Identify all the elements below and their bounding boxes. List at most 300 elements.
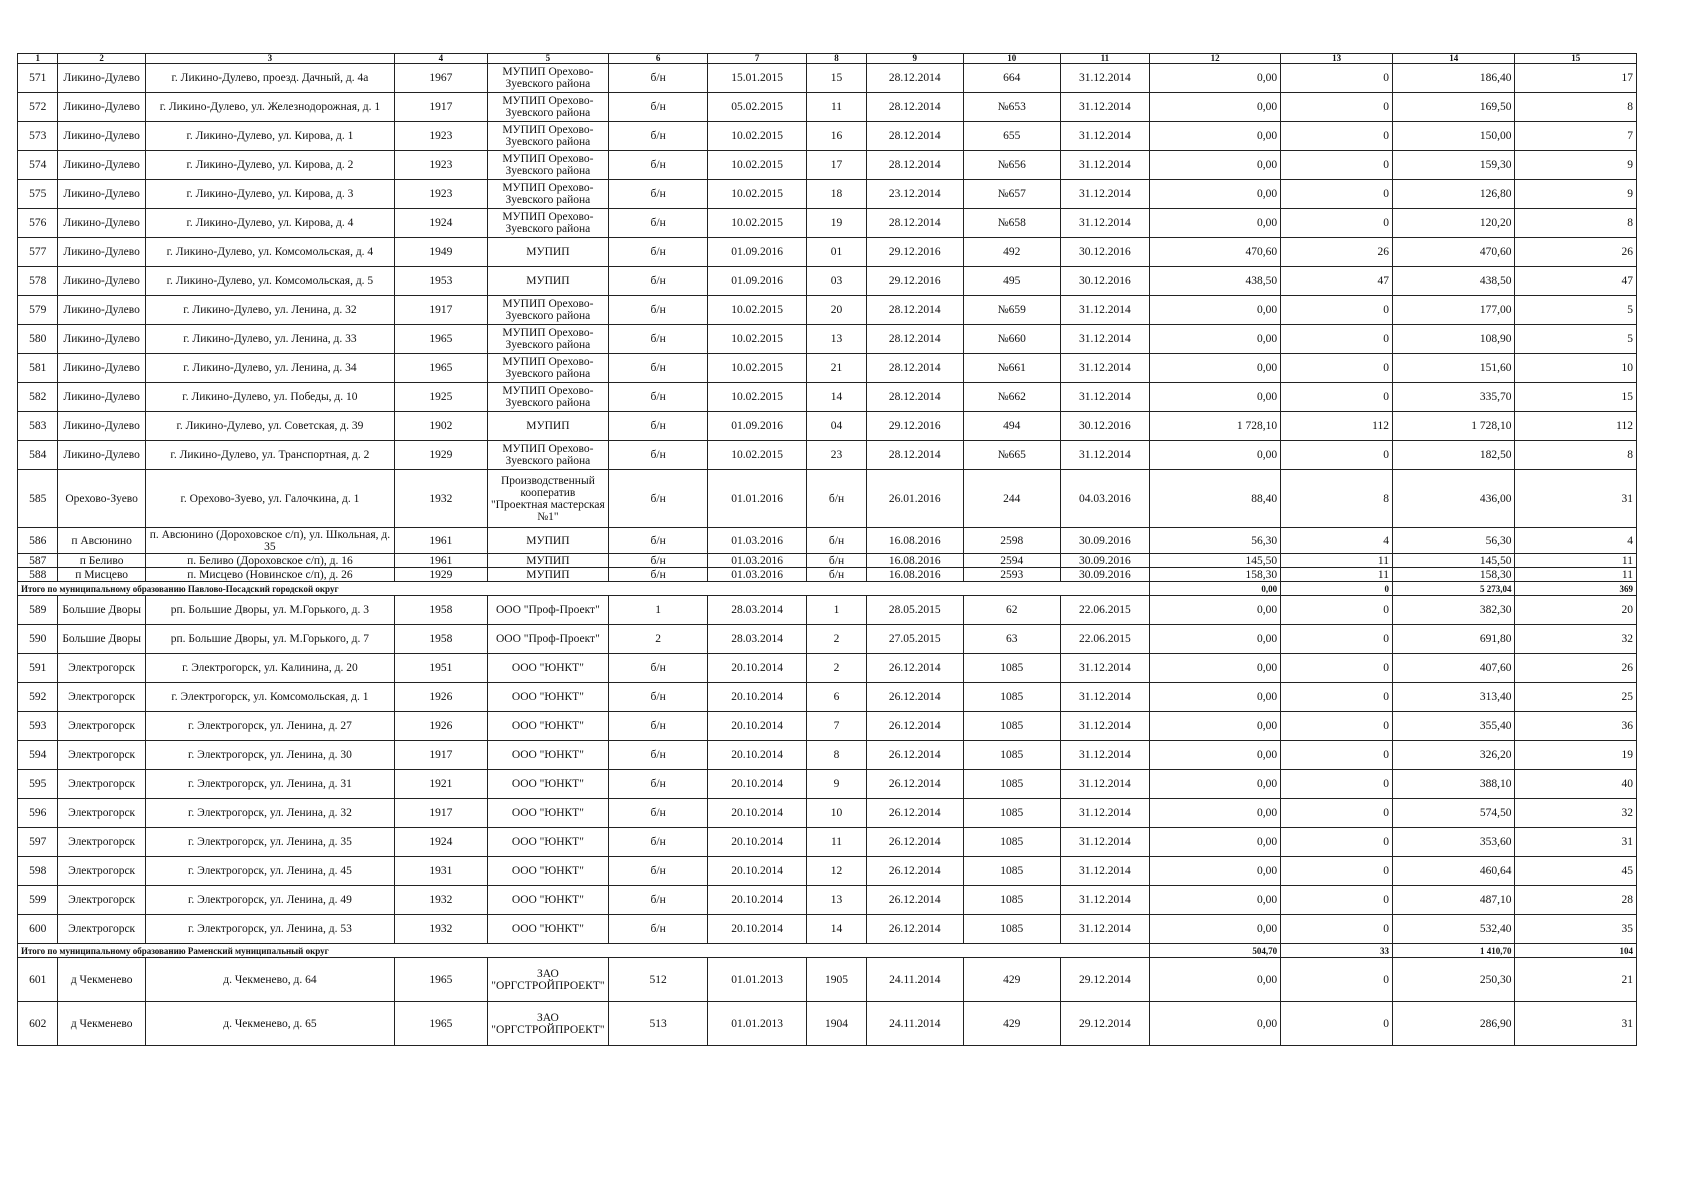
table-cell-col9: 26.12.2014 xyxy=(866,654,963,683)
table-cell-col14: 158,30 xyxy=(1392,568,1514,582)
table-cell-col6: 512 xyxy=(609,958,708,1002)
table-cell-col9: 29.12.2016 xyxy=(866,238,963,267)
table-cell-col15: 8 xyxy=(1515,93,1637,122)
table-cell-col11: 29.12.2014 xyxy=(1060,1002,1149,1046)
table-cell-col2: д Чекменево xyxy=(58,1002,145,1046)
table-cell-col15: 4 xyxy=(1515,528,1637,554)
table-cell-col7: 01.01.2013 xyxy=(708,1002,807,1046)
table-cell-col13: 0 xyxy=(1281,151,1393,180)
table-cell-col4: 1965 xyxy=(395,354,488,383)
table-cell-col14: 407,60 xyxy=(1392,654,1514,683)
table-cell-col2: Ликино-Дулево xyxy=(58,325,145,354)
table-cell-col8: 12 xyxy=(807,857,867,886)
table-cell-col6: б/н xyxy=(609,799,708,828)
table-cell-col13: 0 xyxy=(1281,122,1393,151)
table-cell-col9: 27.05.2015 xyxy=(866,625,963,654)
table-cell-col15: 11 xyxy=(1515,554,1637,568)
table-cell-col14: 335,70 xyxy=(1392,383,1514,412)
table-cell-col3: г. Ликино-Дулево, ул. Железнодорожная, д. 1 xyxy=(145,93,394,122)
table-cell-col8: 20 xyxy=(807,296,867,325)
table-cell-col10: 2593 xyxy=(963,568,1060,582)
table-cell-col12: 0,00 xyxy=(1150,1002,1281,1046)
table-cell-col15: 9 xyxy=(1515,180,1637,209)
table-cell-col13: 0 xyxy=(1281,741,1393,770)
table-cell-col14: 120,20 xyxy=(1392,209,1514,238)
table-cell-col5: МУПИП Орехово-Зуевского района xyxy=(487,296,608,325)
table-cell-col6: б/н xyxy=(609,770,708,799)
table-cell-col15: 45 xyxy=(1515,857,1637,886)
table-cell-col4: 1961 xyxy=(395,528,488,554)
table-cell-col9: 26.12.2014 xyxy=(866,915,963,944)
table-cell-col10: 655 xyxy=(963,122,1060,151)
table-cell-col6: б/н xyxy=(609,857,708,886)
table-cell-col12: 0,00 xyxy=(1150,625,1281,654)
table-cell-col1: 571 xyxy=(18,64,58,93)
table-cell-col7: 20.10.2014 xyxy=(708,915,807,944)
table-cell-col15: 10 xyxy=(1515,354,1637,383)
table-cell-col2: Электрогорск xyxy=(58,770,145,799)
table-cell-col6: б/н xyxy=(609,441,708,470)
table-cell-col11: 31.12.2014 xyxy=(1060,209,1149,238)
table-cell-col10: 1085 xyxy=(963,770,1060,799)
table-cell-col7: 01.09.2016 xyxy=(708,238,807,267)
table-cell-col2: Ликино-Дулево xyxy=(58,93,145,122)
table-row xyxy=(18,528,1637,554)
table-cell-col15: 31 xyxy=(1515,828,1637,857)
table-cell-col3: п. Беливо (Дороховское с/п), д. 16 xyxy=(145,554,394,568)
table-cell-col11: 31.12.2014 xyxy=(1060,741,1149,770)
table-cell-col14: 186,40 xyxy=(1392,64,1514,93)
table-cell-col15: 5 xyxy=(1515,296,1637,325)
table-row xyxy=(18,209,1637,238)
subtotal-cell-col13: 0 xyxy=(1281,582,1393,596)
table-cell-col6: б/н xyxy=(609,122,708,151)
table-cell-col13: 8 xyxy=(1281,470,1393,528)
table-cell-col4: 1949 xyxy=(395,238,488,267)
table-cell-col15: 9 xyxy=(1515,151,1637,180)
table-cell-col5: ООО "Проф-Проект" xyxy=(487,596,608,625)
table-cell-col6: б/н xyxy=(609,828,708,857)
table-cell-col10: 1085 xyxy=(963,799,1060,828)
table-cell-col11: 22.06.2015 xyxy=(1060,596,1149,625)
table-cell-col12: 0,00 xyxy=(1150,596,1281,625)
column-header-3: 3 xyxy=(145,54,394,64)
table-cell-col10: 429 xyxy=(963,1002,1060,1046)
table-cell-col1: 587 xyxy=(18,554,58,568)
table-cell-col4: 1926 xyxy=(395,712,488,741)
table-cell-col8: 11 xyxy=(807,93,867,122)
table-cell-col10: 63 xyxy=(963,625,1060,654)
table-cell-col4: 1923 xyxy=(395,122,488,151)
table-cell-col2: Ликино-Дулево xyxy=(58,151,145,180)
subtotal-cell-col15: 369 xyxy=(1515,582,1637,596)
table-cell-col4: 1932 xyxy=(395,470,488,528)
table-cell-col5: ООО "ЮНКТ" xyxy=(487,654,608,683)
table-cell-col4: 1902 xyxy=(395,412,488,441)
table-cell-col5: МУПИП xyxy=(487,412,608,441)
table-cell-col5: МУПИП Орехово-Зуевского района xyxy=(487,151,608,180)
table-cell-col5: МУПИП Орехово-Зуевского района xyxy=(487,325,608,354)
table-cell-col15: 32 xyxy=(1515,799,1637,828)
table-cell-col15: 11 xyxy=(1515,568,1637,582)
table-cell-col8: 17 xyxy=(807,151,867,180)
table-cell-col13: 0 xyxy=(1281,625,1393,654)
table-cell-col13: 0 xyxy=(1281,654,1393,683)
table-cell-col3: г. Ликино-Дулево, ул. Советская, д. 39 xyxy=(145,412,394,441)
table-cell-col2: Ликино-Дулево xyxy=(58,441,145,470)
table-cell-col13: 0 xyxy=(1281,596,1393,625)
table-cell-col13: 0 xyxy=(1281,1002,1393,1046)
table-cell-col4: 1932 xyxy=(395,915,488,944)
table-cell-col6: б/н xyxy=(609,209,708,238)
table-cell-col7: 20.10.2014 xyxy=(708,828,807,857)
table-cell-col7: 01.03.2016 xyxy=(708,568,807,582)
table-cell-col14: 169,50 xyxy=(1392,93,1514,122)
table-cell-col4: 1961 xyxy=(395,554,488,568)
table-cell-col6: б/н xyxy=(609,741,708,770)
table-cell-col13: 0 xyxy=(1281,296,1393,325)
table-cell-col15: 32 xyxy=(1515,625,1637,654)
subtotal-cell-col13: 33 xyxy=(1281,944,1393,958)
table-cell-col6: б/н xyxy=(609,712,708,741)
table-cell-col6: б/н xyxy=(609,238,708,267)
table-cell-col14: 56,30 xyxy=(1392,528,1514,554)
table-cell-col11: 30.09.2016 xyxy=(1060,528,1149,554)
table-cell-col7: 20.10.2014 xyxy=(708,799,807,828)
table-cell-col13: 0 xyxy=(1281,354,1393,383)
table-cell-col9: 23.12.2014 xyxy=(866,180,963,209)
table-cell-col5: МУПИП xyxy=(487,568,608,582)
table-cell-col1: 594 xyxy=(18,741,58,770)
table-cell-col10: 2594 xyxy=(963,554,1060,568)
table-cell-col13: 4 xyxy=(1281,528,1393,554)
table-cell-col3: г. Ликино-Дулево, ул. Кирова, д. 2 xyxy=(145,151,394,180)
table-cell-col1: 586 xyxy=(18,528,58,554)
table-cell-col14: 182,50 xyxy=(1392,441,1514,470)
table-cell-col5: МУПИП xyxy=(487,238,608,267)
table-cell-col9: 26.12.2014 xyxy=(866,741,963,770)
table-cell-col13: 0 xyxy=(1281,712,1393,741)
table-row xyxy=(18,64,1637,93)
table-cell-col5: ООО "ЮНКТ" xyxy=(487,828,608,857)
column-header-2: 2 xyxy=(58,54,145,64)
header-row xyxy=(18,54,1637,64)
column-header-13: 13 xyxy=(1281,54,1393,64)
table-cell-col11: 31.12.2014 xyxy=(1060,828,1149,857)
table-cell-col15: 15 xyxy=(1515,383,1637,412)
table-cell-col9: 26.12.2014 xyxy=(866,683,963,712)
table-cell-col12: 0,00 xyxy=(1150,441,1281,470)
table-cell-col15: 36 xyxy=(1515,712,1637,741)
table-cell-col5: ООО "ЮНКТ" xyxy=(487,683,608,712)
table-cell-col9: 26.12.2014 xyxy=(866,712,963,741)
column-header-9: 9 xyxy=(866,54,963,64)
subtotal-cell-col12: 504,70 xyxy=(1150,944,1281,958)
table-cell-col8: 04 xyxy=(807,412,867,441)
table-row xyxy=(18,712,1637,741)
table-cell-col8: 13 xyxy=(807,886,867,915)
table-cell-col2: п Беливо xyxy=(58,554,145,568)
table-cell-col10: 495 xyxy=(963,267,1060,296)
table-cell-col4: 1958 xyxy=(395,596,488,625)
table-cell-col4: 1965 xyxy=(395,958,488,1002)
table-cell-col14: 250,30 xyxy=(1392,958,1514,1002)
table-cell-col10: 244 xyxy=(963,470,1060,528)
table-cell-col11: 31.12.2014 xyxy=(1060,325,1149,354)
subtotal-cell-col14: 1 410,70 xyxy=(1392,944,1514,958)
table-cell-col2: Ликино-Дулево xyxy=(58,267,145,296)
subtotal-label: Итого по муниципальному образованию Раменский муниципальный округ xyxy=(18,944,1150,958)
table-cell-col11: 22.06.2015 xyxy=(1060,625,1149,654)
table-cell-col7: 10.02.2015 xyxy=(708,180,807,209)
table-cell-col3: г. Орехово-Зуево, ул. Галочкина, д. 1 xyxy=(145,470,394,528)
table-cell-col2: Ликино-Дулево xyxy=(58,383,145,412)
table-cell-col14: 353,60 xyxy=(1392,828,1514,857)
table-cell-col5: ООО "ЮНКТ" xyxy=(487,712,608,741)
table-cell-col9: 24.11.2014 xyxy=(866,1002,963,1046)
table-cell-col1: 601 xyxy=(18,958,58,1002)
table-cell-col12: 0,00 xyxy=(1150,122,1281,151)
table-cell-col7: 10.02.2015 xyxy=(708,209,807,238)
table-cell-col13: 0 xyxy=(1281,325,1393,354)
table-cell-col9: 28.12.2014 xyxy=(866,93,963,122)
table-cell-col13: 0 xyxy=(1281,180,1393,209)
table-cell-col9: 28.12.2014 xyxy=(866,209,963,238)
table-cell-col15: 20 xyxy=(1515,596,1637,625)
table-cell-col2: п Мисцево xyxy=(58,568,145,582)
table-row xyxy=(18,93,1637,122)
table-cell-col11: 31.12.2014 xyxy=(1060,857,1149,886)
table-cell-col7: 01.01.2013 xyxy=(708,958,807,1002)
table-cell-col11: 31.12.2014 xyxy=(1060,770,1149,799)
table-cell-col6: б/н xyxy=(609,296,708,325)
table-cell-col12: 0,00 xyxy=(1150,683,1281,712)
table-cell-col5: МУПИП xyxy=(487,528,608,554)
table-row xyxy=(18,741,1637,770)
table-cell-col3: г. Ликино-Дулево, ул. Ленина, д. 33 xyxy=(145,325,394,354)
table-cell-col11: 31.12.2014 xyxy=(1060,151,1149,180)
table-cell-col7: 20.10.2014 xyxy=(708,683,807,712)
table-cell-col13: 0 xyxy=(1281,886,1393,915)
table-cell-col11: 31.12.2014 xyxy=(1060,64,1149,93)
table-cell-col4: 1926 xyxy=(395,683,488,712)
table-cell-col12: 0,00 xyxy=(1150,93,1281,122)
table-cell-col10: №656 xyxy=(963,151,1060,180)
table-cell-col12: 0,00 xyxy=(1150,209,1281,238)
table-cell-col3: г. Ликино-Дулево, ул. Кирова, д. 3 xyxy=(145,180,394,209)
table-cell-col8: 01 xyxy=(807,238,867,267)
table-cell-col5: ЗАО "ОРГСТРОЙПРОЕКТ" xyxy=(487,1002,608,1046)
table-row xyxy=(18,441,1637,470)
table-row xyxy=(18,1002,1637,1046)
subtotal-label: Итого по муниципальному образованию Павлово-Посадский городской округ xyxy=(18,582,1150,596)
table-cell-col11: 04.03.2016 xyxy=(1060,470,1149,528)
table-row xyxy=(18,799,1637,828)
table-cell-col7: 20.10.2014 xyxy=(708,712,807,741)
subtotal-row xyxy=(18,582,1637,596)
table-cell-col11: 31.12.2014 xyxy=(1060,654,1149,683)
table-cell-col2: Электрогорск xyxy=(58,741,145,770)
table-cell-col10: №659 xyxy=(963,296,1060,325)
table-cell-col8: 2 xyxy=(807,654,867,683)
table-cell-col8: 10 xyxy=(807,799,867,828)
column-header-5: 5 xyxy=(487,54,608,64)
table-row xyxy=(18,828,1637,857)
subtotal-cell-col14: 5 273,04 xyxy=(1392,582,1514,596)
table-cell-col5: Производственный кооператив "Проектная мастерская №1" xyxy=(487,470,608,528)
table-cell-col10: 494 xyxy=(963,412,1060,441)
table-cell-col4: 1923 xyxy=(395,151,488,180)
table-cell-col8: 1 xyxy=(807,596,867,625)
table-cell-col8: 18 xyxy=(807,180,867,209)
table-cell-col9: 26.12.2014 xyxy=(866,828,963,857)
table-cell-col14: 532,40 xyxy=(1392,915,1514,944)
table-cell-col11: 31.12.2014 xyxy=(1060,122,1149,151)
table-row xyxy=(18,383,1637,412)
table-cell-col9: 26.12.2014 xyxy=(866,886,963,915)
table-cell-col5: ООО "ЮНКТ" xyxy=(487,770,608,799)
table-cell-col7: 01.03.2016 xyxy=(708,554,807,568)
table-cell-col6: б/н xyxy=(609,151,708,180)
table-cell-col8: 9 xyxy=(807,770,867,799)
table-cell-col13: 0 xyxy=(1281,209,1393,238)
table-cell-col12: 0,00 xyxy=(1150,857,1281,886)
table-row xyxy=(18,683,1637,712)
table-cell-col1: 588 xyxy=(18,568,58,582)
table-cell-col14: 159,30 xyxy=(1392,151,1514,180)
table-cell-col1: 576 xyxy=(18,209,58,238)
table-cell-col8: 1905 xyxy=(807,958,867,1002)
table-row xyxy=(18,654,1637,683)
table-cell-col12: 0,00 xyxy=(1150,64,1281,93)
table-cell-col12: 0,00 xyxy=(1150,354,1281,383)
table-cell-col8: 11 xyxy=(807,828,867,857)
table-cell-col5: МУПИП Орехово-Зуевского района xyxy=(487,122,608,151)
table-cell-col8: б/н xyxy=(807,470,867,528)
table-cell-col13: 112 xyxy=(1281,412,1393,441)
table-cell-col6: б/н xyxy=(609,325,708,354)
table-cell-col4: 1929 xyxy=(395,568,488,582)
table-cell-col11: 31.12.2014 xyxy=(1060,354,1149,383)
table-cell-col5: МУПИП Орехово-Зуевского района xyxy=(487,354,608,383)
table-cell-col6: б/н xyxy=(609,654,708,683)
table-cell-col1: 578 xyxy=(18,267,58,296)
table-cell-col3: г. Электрогорск, ул. Калинина, д. 20 xyxy=(145,654,394,683)
table-cell-col7: 01.09.2016 xyxy=(708,412,807,441)
table-cell-col14: 460,64 xyxy=(1392,857,1514,886)
table-cell-col14: 470,60 xyxy=(1392,238,1514,267)
table-cell-col15: 8 xyxy=(1515,209,1637,238)
table-cell-col1: 582 xyxy=(18,383,58,412)
table-cell-col2: Электрогорск xyxy=(58,683,145,712)
table-cell-col15: 21 xyxy=(1515,958,1637,1002)
table-cell-col5: ООО "ЮНКТ" xyxy=(487,741,608,770)
table-cell-col4: 1917 xyxy=(395,296,488,325)
table-cell-col6: б/н xyxy=(609,383,708,412)
table-cell-col8: 7 xyxy=(807,712,867,741)
table-cell-col14: 108,90 xyxy=(1392,325,1514,354)
table-cell-col3: г. Ликино-Дулево, ул. Ленина, д. 32 xyxy=(145,296,394,325)
table-cell-col5: ООО "ЮНКТ" xyxy=(487,886,608,915)
table-cell-col2: Ликино-Дулево xyxy=(58,180,145,209)
table-cell-col13: 47 xyxy=(1281,267,1393,296)
table-row xyxy=(18,354,1637,383)
table-cell-col6: б/н xyxy=(609,470,708,528)
column-header-10: 10 xyxy=(963,54,1060,64)
table-cell-col12: 0,00 xyxy=(1150,296,1281,325)
table-cell-col12: 0,00 xyxy=(1150,915,1281,944)
table-cell-col3: г. Электрогорск, ул. Ленина, д. 35 xyxy=(145,828,394,857)
table-cell-col8: 21 xyxy=(807,354,867,383)
table-cell-col9: 26.12.2014 xyxy=(866,770,963,799)
table-row xyxy=(18,915,1637,944)
table-cell-col14: 355,40 xyxy=(1392,712,1514,741)
table-cell-col2: Ликино-Дулево xyxy=(58,296,145,325)
table-cell-col12: 1 728,10 xyxy=(1150,412,1281,441)
table-cell-col5: ООО "ЮНКТ" xyxy=(487,915,608,944)
table-cell-col6: б/н xyxy=(609,886,708,915)
table-cell-col2: п Авсюнино xyxy=(58,528,145,554)
table-cell-col4: 1925 xyxy=(395,383,488,412)
table-cell-col8: б/н xyxy=(807,568,867,582)
table-cell-col1: 577 xyxy=(18,238,58,267)
table-cell-col14: 691,80 xyxy=(1392,625,1514,654)
table-cell-col3: г. Электрогорск, ул. Ленина, д. 31 xyxy=(145,770,394,799)
table-cell-col3: г. Ликино-Дулево, ул. Ленина, д. 34 xyxy=(145,354,394,383)
table-cell-col5: МУПИП Орехово-Зуевского района xyxy=(487,180,608,209)
table-cell-col4: 1965 xyxy=(395,1002,488,1046)
table-cell-col13: 0 xyxy=(1281,683,1393,712)
table-cell-col9: 16.08.2016 xyxy=(866,528,963,554)
table-cell-col5: МУПИП Орехово-Зуевского района xyxy=(487,209,608,238)
table-cell-col3: г. Электрогорск, ул. Ленина, д. 53 xyxy=(145,915,394,944)
table-cell-col7: 20.10.2014 xyxy=(708,654,807,683)
table-cell-col9: 28.12.2014 xyxy=(866,383,963,412)
table-cell-col15: 8 xyxy=(1515,441,1637,470)
table-cell-col7: 10.02.2015 xyxy=(708,296,807,325)
table-cell-col15: 26 xyxy=(1515,654,1637,683)
table-cell-col11: 29.12.2014 xyxy=(1060,958,1149,1002)
table-cell-col7: 01.03.2016 xyxy=(708,528,807,554)
table-row xyxy=(18,180,1637,209)
table-cell-col7: 15.01.2015 xyxy=(708,64,807,93)
table-cell-col1: 596 xyxy=(18,799,58,828)
table-cell-col1: 572 xyxy=(18,93,58,122)
table-cell-col6: б/н xyxy=(609,354,708,383)
table-cell-col10: 62 xyxy=(963,596,1060,625)
table-row xyxy=(18,122,1637,151)
table-cell-col12: 0,00 xyxy=(1150,712,1281,741)
table-cell-col13: 11 xyxy=(1281,554,1393,568)
table-cell-col14: 313,40 xyxy=(1392,683,1514,712)
table-row xyxy=(18,325,1637,354)
table-cell-col6: 2 xyxy=(609,625,708,654)
table-cell-col4: 1923 xyxy=(395,180,488,209)
table-cell-col8: б/н xyxy=(807,528,867,554)
table-cell-col2: Ликино-Дулево xyxy=(58,64,145,93)
table-cell-col1: 600 xyxy=(18,915,58,944)
table-cell-col4: 1958 xyxy=(395,625,488,654)
table-cell-col15: 25 xyxy=(1515,683,1637,712)
table-cell-col2: Электрогорск xyxy=(58,915,145,944)
table-row xyxy=(18,554,1637,568)
table-cell-col8: 2 xyxy=(807,625,867,654)
table-cell-col15: 19 xyxy=(1515,741,1637,770)
table-cell-col8: 19 xyxy=(807,209,867,238)
table-cell-col5: МУПИП xyxy=(487,554,608,568)
table-cell-col9: 29.12.2016 xyxy=(866,412,963,441)
table-cell-col12: 0,00 xyxy=(1150,654,1281,683)
